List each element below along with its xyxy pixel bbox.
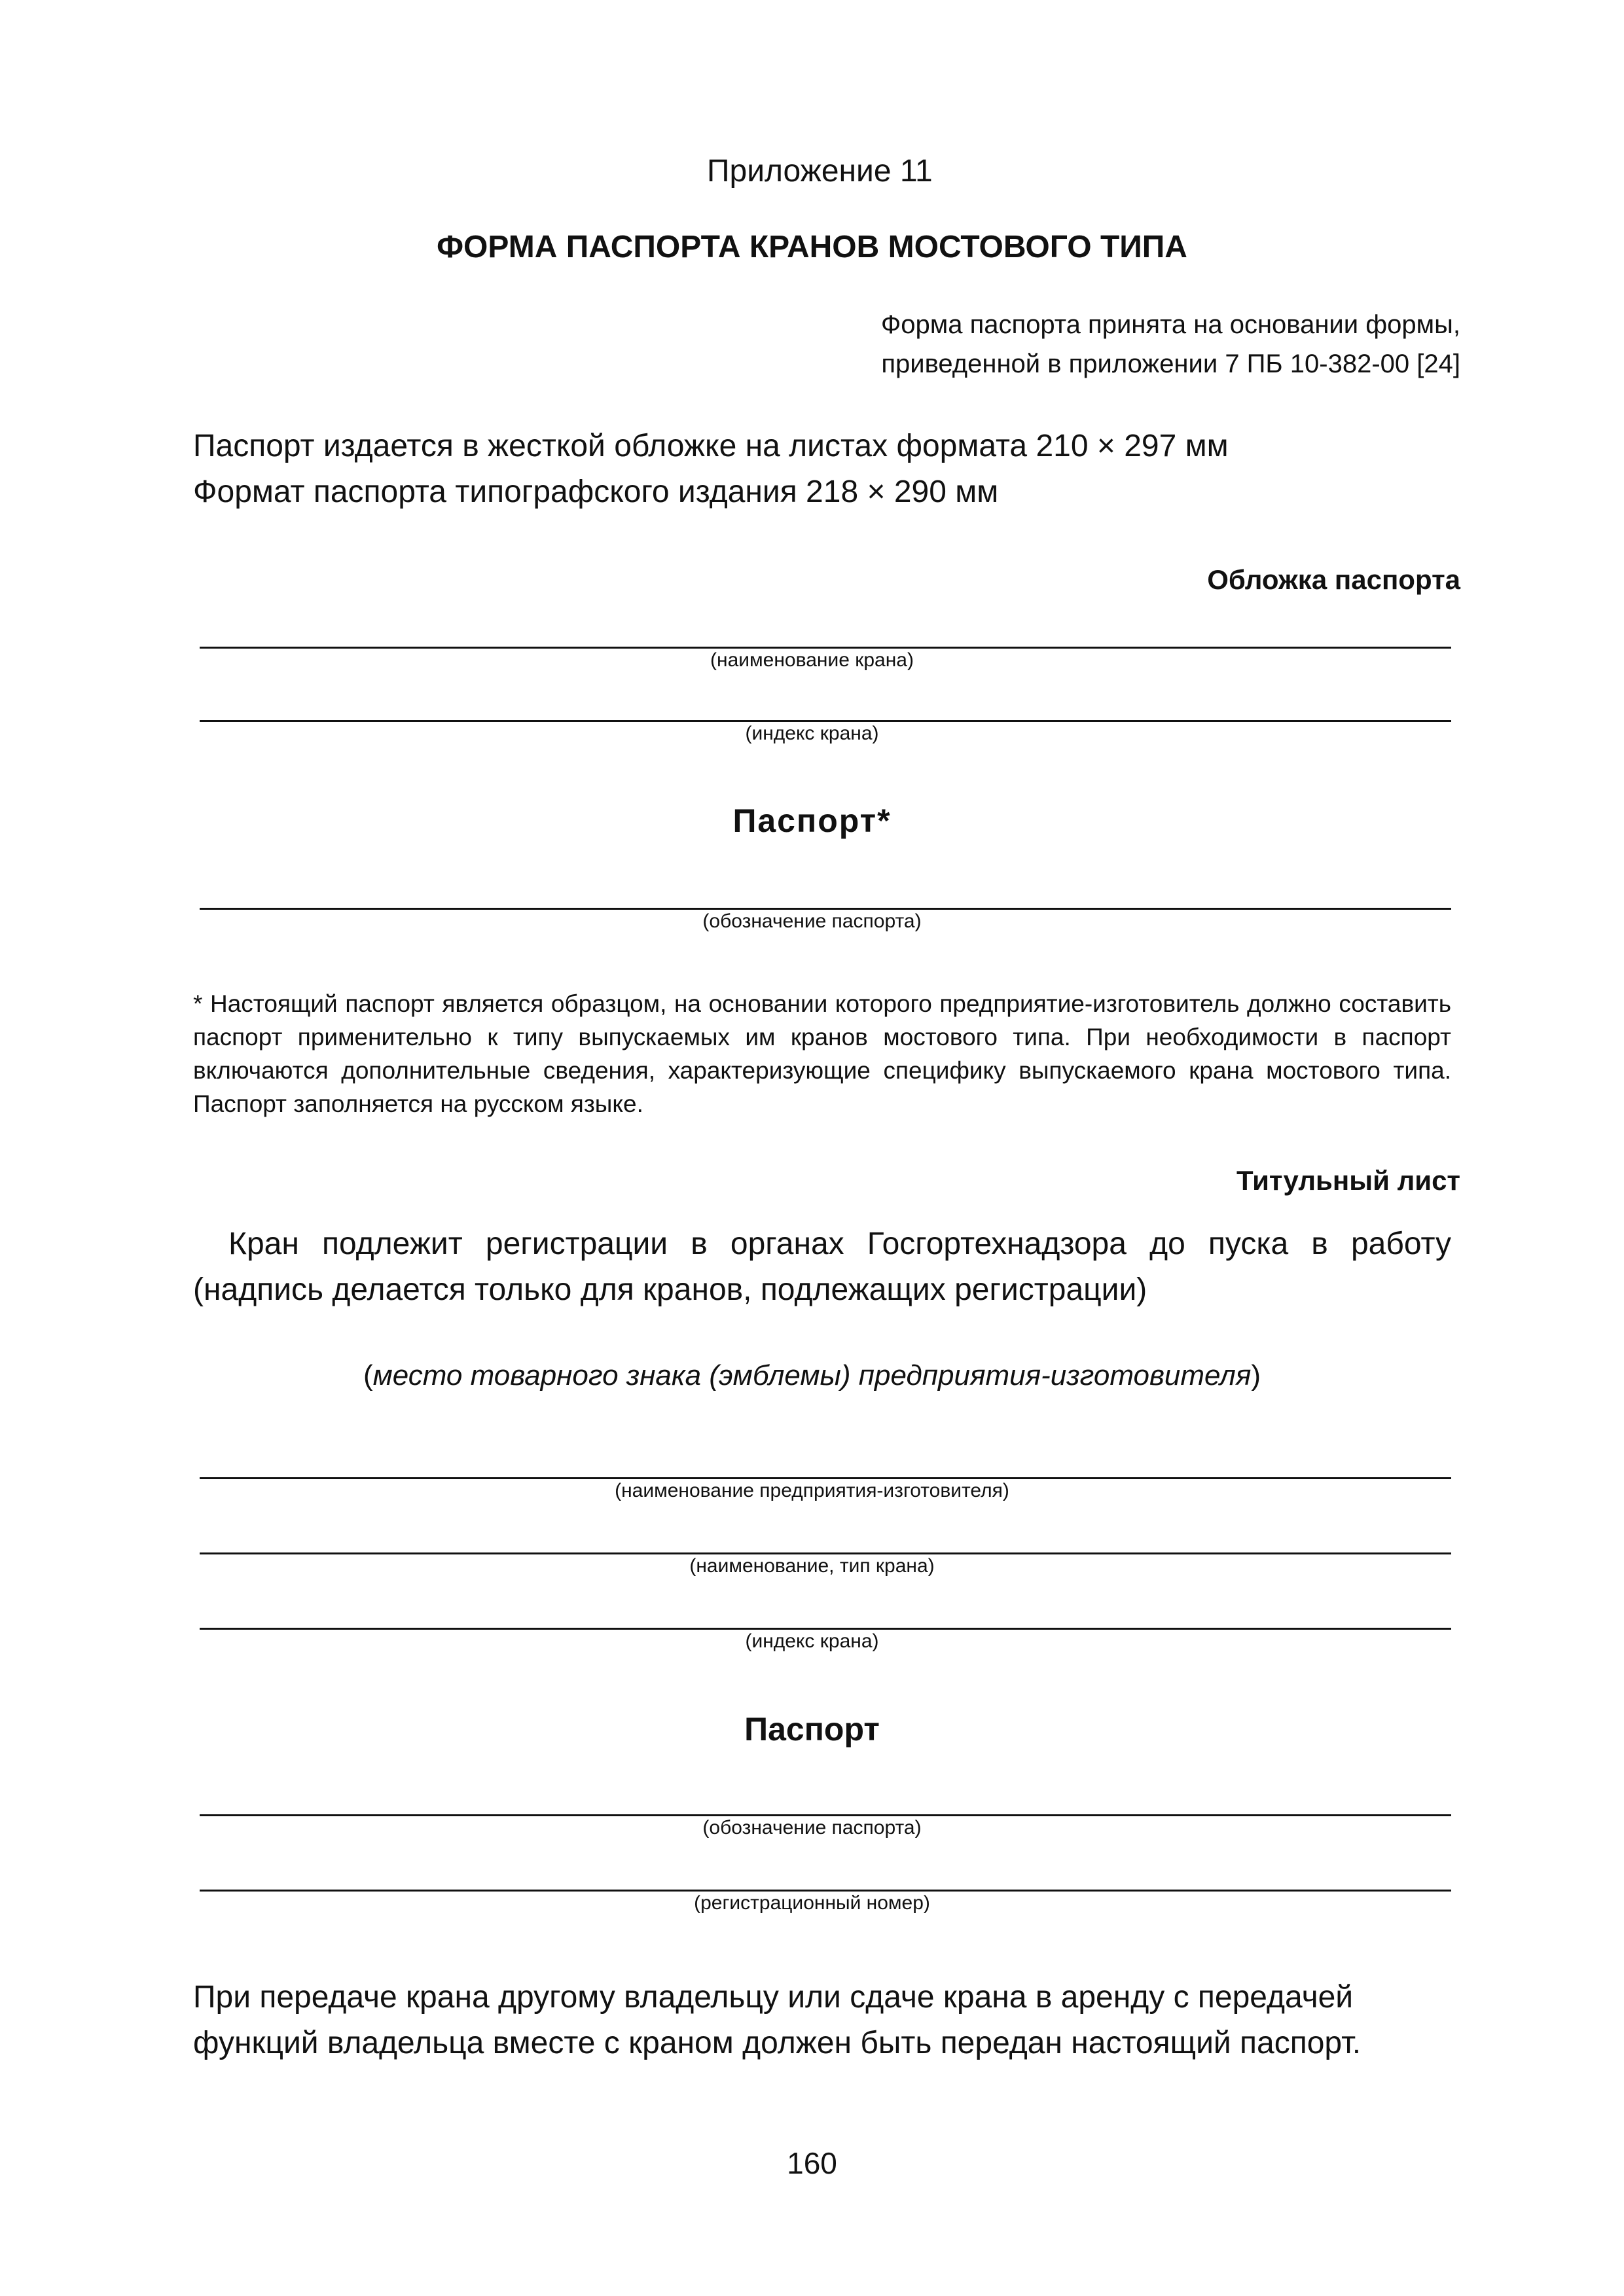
emblem-close-paren: ) [1251,1359,1261,1391]
manufacturer-line [200,1477,1451,1479]
title-crane-index-caption: (индекс крана) [745,1630,879,1652]
crane-name-caption: (наименование крана) [710,649,914,671]
page-title: ФОРМА ПАСПОРТА КРАНОВ МОСТОВОГО ТИПА [437,230,1187,264]
crane-index-line [200,720,1451,722]
title-passport-designation-caption: (обозначение паспорта) [702,1817,922,1839]
cover-passport-label: Паспорт* [732,802,892,839]
title-passport-designation-line [200,1814,1451,1816]
emblem-placeholder [0,1357,1624,1394]
intro-line: Формат паспорта типографского издания 218 × 290 мм [193,475,999,509]
page-number: 160 [787,2146,837,2180]
transfer-line: При передаче крана другому владельцу или сдаче крана в аренду с передачей [193,1980,1354,2015]
transfer-paragraph [193,1975,1361,2066]
passport-designation-line [200,908,1451,910]
source-note [881,305,1460,384]
crane-name-type-caption: (наименование, тип крана) [689,1555,935,1577]
title-page-heading: Титульный лист [1236,1165,1460,1196]
intro-paragraph [193,423,1229,515]
title-passport-label: Паспорт [744,1711,880,1748]
source-note-line: Форма паспорта принята на основании формы, [880,310,1460,339]
transfer-line: функций владельца вместе с краном должен быть передан настоящий паспорт. [193,2026,1362,2060]
cover-heading: Обложка паспорта [1207,564,1460,595]
registration-number-line [200,1890,1451,1892]
title-crane-index-line [200,1628,1451,1630]
source-note-line: приведенной в приложении 7 ПБ 10-382-00 [24] [881,350,1460,378]
appendix-label: Приложение 11 [707,154,933,188]
crane-name-line [200,647,1451,649]
manufacturer-caption: (наименование предприятия-изготовителя) [615,1480,1009,1501]
registration-text: Кран подлежит регистрации в органах Госгортехнадзора до пуска в работу (надпись делается только для кранов, подлежащих регистрации) [193,1227,1451,1307]
crane-name-type-line [200,1552,1451,1554]
emblem-text: место товарного знака (эмблемы) предприятия-изготовителя [372,1359,1252,1391]
registration-number-caption: (регистрационный номер) [694,1892,930,1914]
crane-index-caption: (индекс крана) [745,723,879,744]
intro-line: Паспорт издается в жесткой обложке на листах формата 210 × 297 мм [193,429,1229,463]
emblem-open-paren: ( [363,1359,373,1391]
passport-designation-caption: (обозначение паспорта) [702,910,922,932]
footnote: * Настоящий паспорт является образцом, на основании которого предприятие-изготовитель должно составить паспорт применительно к типу выпускаемых им кранов мостового типа. При необходимости в паспорт включаются дополнительные сведения, характеризующие специфику выпускаемого крана мостового типа. Паспорт заполняется на русском языке. [193,990,1451,1117]
